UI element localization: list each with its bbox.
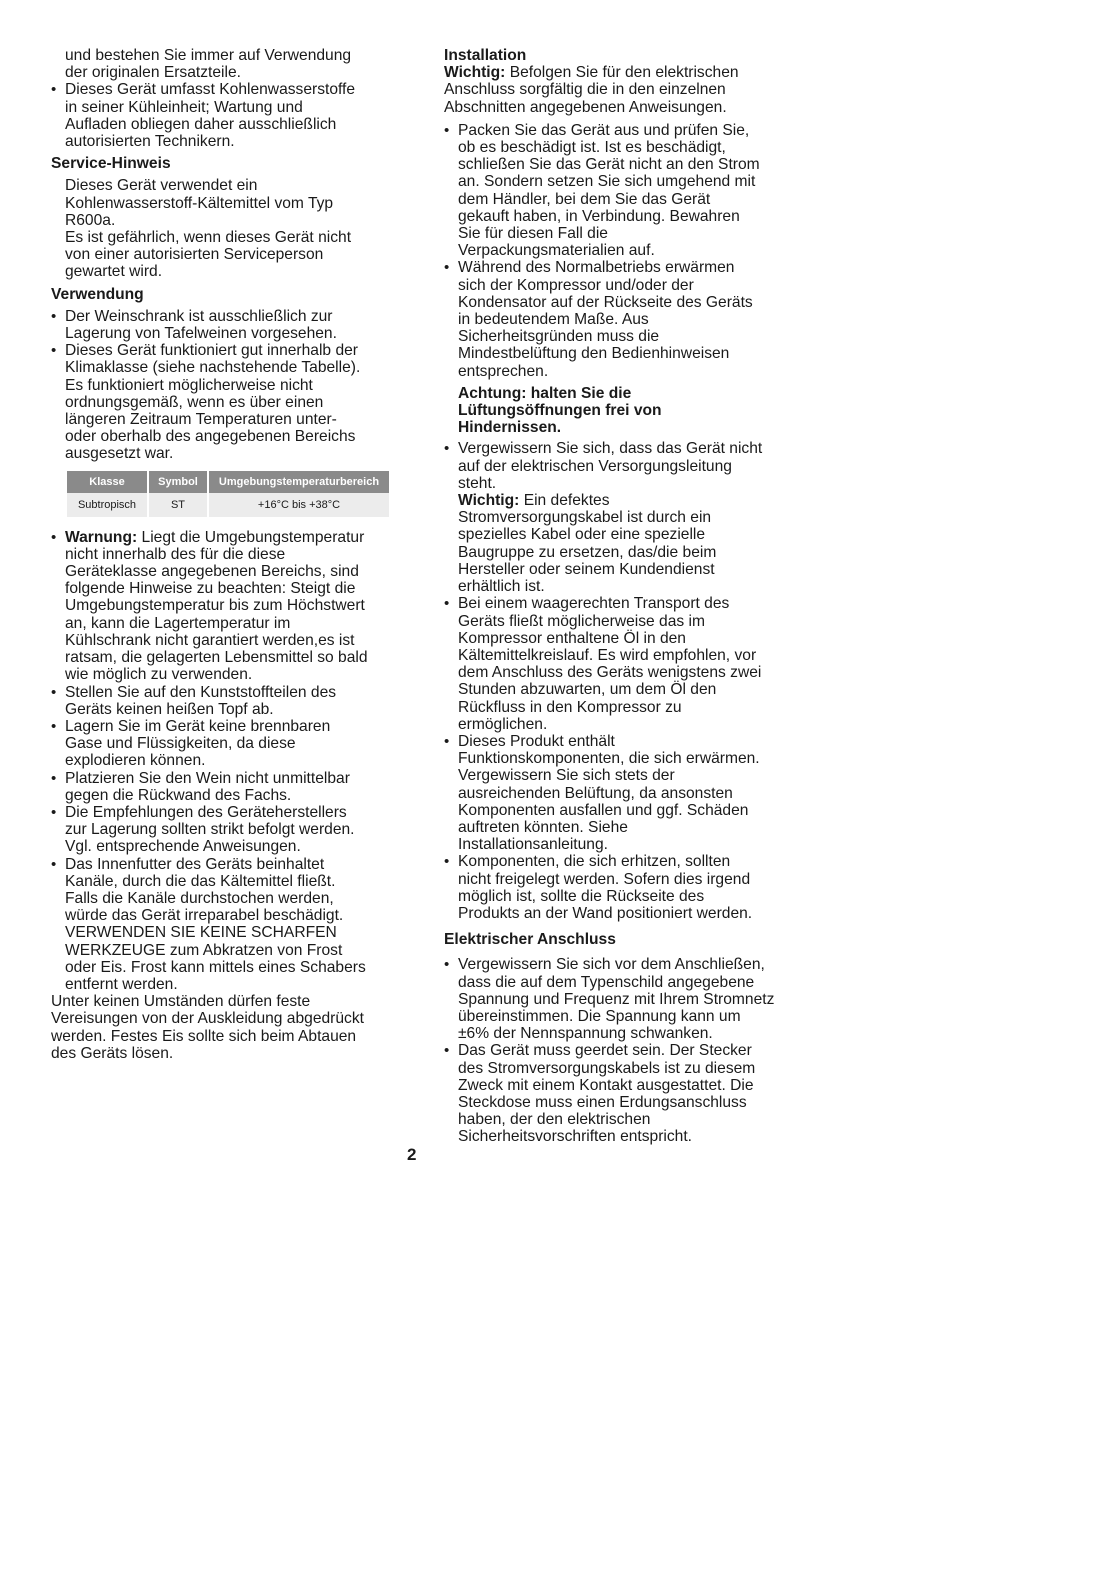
compressor-heat-bullet: • Während des Normalbetriebs erwärmen sich der Kompressor und/oder der Kondensator auf der Rückseite des Geräts in bedeutendem Maße. Aus Sicherheitsgründen muss die Mindestbelüftung den Bedienhinweisen entsprechen. bbox=[444, 259, 814, 379]
supply-line-text: Vergewissern Sie sich, dass das Gerät nicht auf der elektrischen Versorgungsleitung steht. bbox=[458, 440, 763, 492]
right-column bbox=[444, 47, 814, 1146]
manufacturer-bullet: • Die Empfehlungen des Geräteherstellers zur Lagerung sollten strikt befolgt werden. Vgl. entsprechende Anweisungen. bbox=[51, 804, 411, 856]
table-row bbox=[67, 493, 389, 517]
important-paragraph bbox=[444, 64, 814, 116]
warning-bullet bbox=[51, 529, 411, 684]
left-column bbox=[51, 47, 411, 1062]
unpack-bullet: • Packen Sie das Gerät aus und prüfen Sie, ob es beschädigt ist. Ist es beschädigt, schließen Sie das Gerät nicht an den Strom an. Sondern setzen Sie sich umgehend mit dem Händler, bei dem Sie das Gerät gekauft haben, in Verbindung. Bewahren Sie für diesen Fall die Verpackungsmaterialien auf. bbox=[444, 122, 814, 260]
hot-pot-bullet: • Stellen Sie auf den Kunststoffteilen des Geräts keinen heißen Topf ab. bbox=[51, 684, 411, 718]
service-text: Dieses Gerät verwendet ein Kohlenwasserstoff-Kältemittel vom Typ R600a. Es ist gefährlich, wenn dieses Gerät nicht von einer autorisierten Serviceperson gewartet wird. bbox=[65, 177, 352, 281]
warning-label: Warnung: bbox=[65, 528, 138, 546]
supply-line-bullet bbox=[444, 440, 814, 595]
usage-heading: Verwendung bbox=[51, 285, 144, 303]
electrical-heading: Elektrischer Anschluss bbox=[444, 931, 616, 949]
warning-text: Liegt die Umgebungstemperatur nicht innerhalb des für die diese Geräteklasse angegebenen Bereichs, sind folgende Hinweise zu beachten: Steigt die Umgebungstemperatur bis zum Höchstwert an, kann die Lagertemperatur im Kühlschrank nicht garantiert werden,es ist ratsam, die gelagerten Lebensmittel so bald wie möglich zu verwenden. bbox=[65, 528, 368, 684]
hot-components-bullet: • Komponenten, die sich erhitzen, sollten nicht freigelegt werden. Sofern dies irgend möglich ist, sollte die Rückseite des Produkts an der Wand positioniert werden. bbox=[444, 853, 814, 922]
transport-bullet: • Bei einem waagerechten Transport des Geräts fließt möglicherweise das im Kompressor enthaltene Öl in den Kältemittelkreislauf. Es wird empfohlen, vor dem Anschluss des Geräts wenigstens zwei Stunden abzuwarten, um dem Öl den Rückfluss in den Kompressor zu ermöglichen. bbox=[444, 595, 814, 733]
table-header-klasse: Klasse bbox=[67, 471, 147, 493]
table-header-range: Umgebungstemperaturbereich bbox=[209, 471, 389, 493]
table-cell-range: +16°C bis +38°C bbox=[209, 493, 389, 517]
hydrocarbon-bullet: • Dieses Gerät umfasst Kohlenwasserstoffe in seiner Kühleinheit; Wartung und Aufladen obliegen daher ausschließlich autorisierten Technikern. bbox=[51, 81, 411, 150]
climate-class-table bbox=[65, 471, 391, 517]
table-header-symbol: Symbol bbox=[149, 471, 207, 493]
intro-continuation: und bestehen Sie immer auf Verwendung der originalen Ersatzteile. bbox=[65, 47, 352, 82]
ventilation-bullet: • Dieses Produkt enthält Funktionskomponenten, die sich erwärmen. Vergewissern Sie sich stets der ausreichenden Belüftung, da ansonsten Komponenten ausfallen und ggf. Schäden auftreten könnten. Siehe Installationsanleitung. bbox=[444, 733, 814, 853]
flammable-bullet: • Lagern Sie im Gerät keine brennbaren Gase und Flüssigkeiten, da diese explodieren können. bbox=[51, 718, 411, 770]
important-label: Wichtig: bbox=[444, 64, 506, 82]
rear-wall-bullet: • Platzieren Sie den Wein nicht unmittelbar gegen die Rückwand des Fachs. bbox=[51, 770, 411, 804]
table-header-row bbox=[67, 471, 389, 493]
usage-bullet-1: • Der Weinschrank ist ausschließlich zur Lagerung von Tafelweinen vorgesehen. bbox=[51, 308, 411, 342]
installation-heading: Installation bbox=[444, 47, 527, 64]
service-heading: Service-Hinweis bbox=[51, 155, 171, 173]
voltage-bullet: • Vergewissern Sie sich vor dem Anschließen, dass die auf dem Typenschild angegebene Spannung und Frequenz mit Ihrem Stromnetz übereinstimmen. Die Spannung kann um ±6% der Nennspannung schwanken. bbox=[444, 956, 814, 1042]
table-cell-klasse: Subtropisch bbox=[67, 493, 147, 517]
usage-bullet-2: • Dieses Gerät funktioniert gut innerhalb der Klimaklasse (siehe nachstehende Tabelle). Es funktioniert möglicherweise nicht ordnungsgemäß, wenn es über einen längeren Zeitraum Temperaturen unter- oder oberhalb des angegebenen Bereichs ausgesetzt war. bbox=[51, 342, 411, 462]
page-number: 2 bbox=[407, 1145, 417, 1164]
important-text: Befolgen Sie für den elektrischen Anschluss sorgfältig die in den einzelnen Abschnitten angegebenen Anweisungen. bbox=[444, 64, 739, 116]
attention-note: Achtung: halten Sie die Lüftungsöffnungen frei von Hindernissen. bbox=[458, 384, 662, 437]
important2-label: Wichtig: bbox=[458, 492, 520, 510]
inner-lining-bullet: • Das Innenfutter des Geräts beinhaltet Kanäle, durch die das Kältemittel fließt. Falls die Kanäle durchstochen werden, würde das Gerät irreparabel beschädigt. VERWENDEN SIE KEINE SCHARFEN WERKZEUGE zum Abkratzen von Frost oder Eis. Frost kann mittels eines Schabers entfernt werden. bbox=[51, 856, 411, 994]
table-cell-symbol: ST bbox=[149, 493, 207, 517]
closing-paragraph: Unter keinen Umständen dürfen feste Vereisungen von der Auskleidung abgedrückt werden. Festes Eis sollte sich beim Abtauen des Geräts lösen. bbox=[51, 993, 364, 1062]
grounding-bullet: • Das Gerät muss geerdet sein. Der Stecker des Stromversorgungskabels ist zu diesem Zweck mit einem Kontakt ausgestattet. Die Steckdose muss einen Erdungsanschluss haben, der den elektrischen Sicherheitsvorschriften entspricht. bbox=[444, 1042, 814, 1145]
important2-text: Ein defektes Stromversorgungskabel ist durch ein spezielles Kabel oder eine spezielle Baugruppe zu ersetzen, das/die beim Hersteller oder seinem Kundendienst erhältlich ist. bbox=[458, 492, 717, 596]
